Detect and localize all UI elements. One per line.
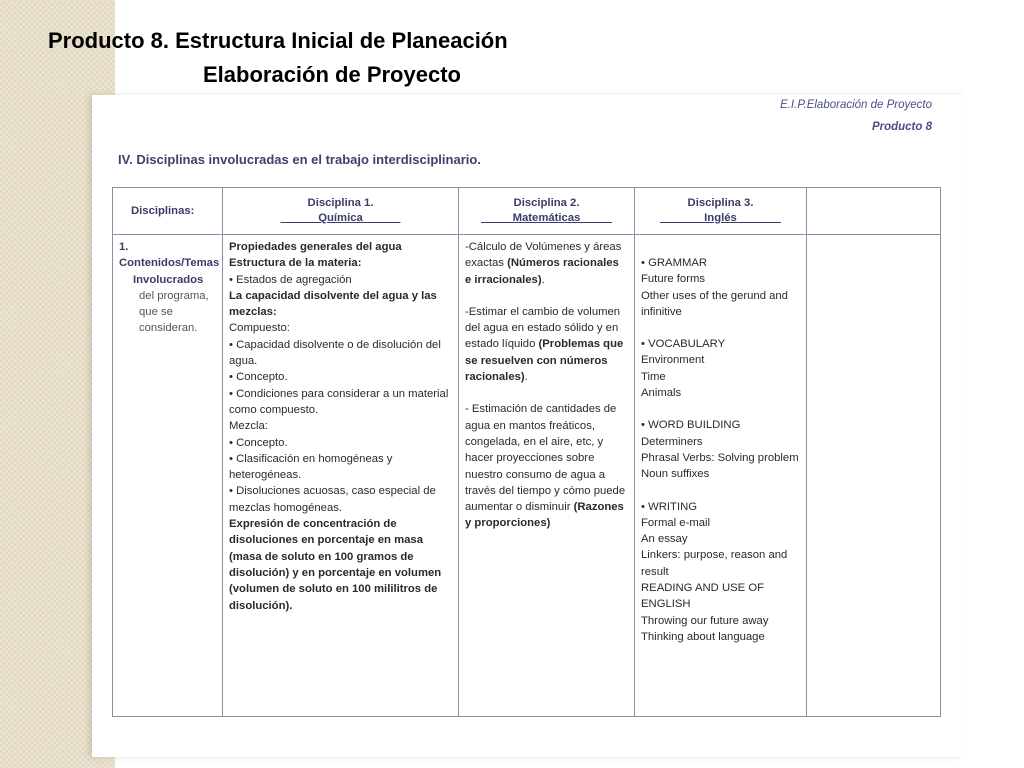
document-header-project: E.I.P.Elaboración de Proyecto bbox=[780, 99, 932, 111]
spacer bbox=[465, 288, 628, 304]
header-d2-title: Disciplina 2. bbox=[513, 197, 580, 209]
quimica-line: • Clasificación en homogéneas y heterogéneas. bbox=[229, 452, 393, 482]
row-number: 1. bbox=[119, 241, 129, 253]
extra-cell bbox=[807, 235, 941, 717]
header-extra bbox=[807, 188, 941, 235]
mat-p1-text: -Cálculo de Volúmenes y áreas exactas bbox=[465, 241, 622, 270]
quimica-line: • Concepto. bbox=[229, 371, 288, 384]
spacer bbox=[641, 483, 800, 499]
quimica-line: Expresión de concentración de disoluciones en porcentaje en masa (masa de soluto en 100 gramos de disolución) y en porcentaje en volumen (volumen de soluto en 100 mililitros de disolución). bbox=[229, 518, 442, 612]
row-label-cell bbox=[113, 235, 223, 717]
header-disciplina-1 bbox=[223, 188, 459, 235]
ingles-line: Time bbox=[641, 370, 666, 383]
ingles-line: READING AND USE OF ENGLISH bbox=[641, 582, 765, 611]
table-row bbox=[113, 235, 941, 717]
quimica-line: Mezcla: bbox=[229, 420, 268, 433]
ingles-line: Future forms bbox=[641, 273, 706, 286]
section-title: IV. Disciplinas involucradas en el trabajo interdisciplinario. bbox=[118, 152, 481, 167]
matematicas-paragraph-1 bbox=[465, 239, 628, 288]
slide-title: Producto 8. Estructura Inicial de Planeación bbox=[48, 28, 508, 53]
row-sub-2: que se bbox=[139, 306, 173, 319]
matematicas-paragraph-3 bbox=[465, 401, 628, 531]
disciplines-table bbox=[112, 187, 941, 717]
ingles-line: Environment bbox=[641, 354, 705, 367]
quimica-line: • Concepto. bbox=[229, 436, 288, 449]
quimica-line: • Capacidad disolvente o de disolución del agua. bbox=[229, 338, 441, 368]
row-sub-3: consideran. bbox=[139, 322, 198, 335]
ingles-line: Noun suffixes bbox=[641, 468, 710, 481]
ingles-line: Other uses of the gerund and infinitive bbox=[641, 289, 788, 318]
ingles-line: Phrasal Verbs: Solving problem bbox=[641, 451, 799, 464]
quimica-line: Propiedades generales del agua bbox=[229, 241, 402, 253]
header-disciplina-3 bbox=[635, 188, 807, 235]
ingles-line: • GRAMMAR bbox=[641, 257, 708, 269]
header-d3-title: Disciplina 3. bbox=[687, 197, 754, 209]
document-header-product: Producto 8 bbox=[871, 121, 932, 133]
mat-p1-end: . bbox=[541, 273, 545, 286]
ingles-line: • WRITING bbox=[641, 500, 698, 513]
quimica-line: • Condiciones para considerar a un material como compuesto. bbox=[229, 387, 449, 416]
document-image bbox=[92, 95, 964, 757]
header-d2-name: _____Matemáticas_____ bbox=[481, 212, 612, 224]
quimica-line: Estructura de la materia: bbox=[229, 257, 362, 270]
mat-p2-bold: (Problemas que se resuelven con números racionales) bbox=[465, 338, 624, 384]
ingles-line: • VOCABULARY bbox=[641, 338, 726, 351]
row-heading-2: Involucrados bbox=[133, 273, 204, 286]
ingles-line: • WORD BUILDING bbox=[641, 419, 741, 432]
quimica-line: Compuesto: bbox=[229, 322, 290, 335]
slide-subtitle: Elaboración de Proyecto bbox=[203, 62, 461, 87]
spacer bbox=[641, 320, 800, 336]
ingles-cell bbox=[635, 235, 807, 717]
header-d1-title: Disciplina 1. bbox=[307, 197, 374, 209]
spacer bbox=[641, 401, 800, 417]
ingles-line: Determiners bbox=[641, 435, 703, 448]
row-sub-1: del programa, bbox=[139, 289, 209, 302]
quimica-line: • Estados de agregación bbox=[229, 273, 352, 286]
header-d1-name: ______Química______ bbox=[280, 212, 401, 224]
matematicas-paragraph-2 bbox=[465, 304, 628, 385]
mat-p2-end: . bbox=[524, 371, 528, 384]
quimica-line: La capacidad disolvente del agua y las mezclas: bbox=[229, 289, 437, 319]
mat-p3-text: - Estimación de cantidades de agua en mantos freáticos, congelada, en el aire, etc, y hacer proyecciones sobre nuestro consumo de agua a través del tiempo y cómo puede aumentar o disminuir bbox=[465, 403, 626, 514]
ingles-line: An essay bbox=[641, 533, 688, 546]
mat-p2-text: -Estimar el cambio de volumen del agua en estado sólido y en estado líquido bbox=[465, 305, 621, 351]
mat-p1-bold: (Números racionales e irracionales) bbox=[465, 257, 619, 286]
header-disciplina-2 bbox=[459, 188, 635, 235]
spacer bbox=[465, 385, 628, 401]
ingles-line: Thinking about language bbox=[641, 630, 765, 643]
quimica-line: • Disoluciones acuosas, caso especial de mezclas homogéneas. bbox=[229, 485, 436, 514]
quimica-cell bbox=[223, 235, 459, 717]
ingles-line: Formal e-mail bbox=[641, 516, 711, 529]
ingles-line: Throwing our future away bbox=[641, 614, 769, 627]
table-header-row bbox=[113, 188, 941, 235]
mat-p3-bold: (Razones y proporciones) bbox=[465, 501, 624, 530]
header-disciplinas: Disciplinas: bbox=[113, 188, 223, 235]
header-d3-name: _______Inglés_______ bbox=[660, 212, 781, 224]
ingles-line: Animals bbox=[641, 387, 682, 400]
matematicas-cell bbox=[459, 235, 635, 717]
ingles-line: Linkers: purpose, reason and result bbox=[641, 549, 788, 578]
row-heading: Contenidos/Temas bbox=[119, 257, 220, 270]
